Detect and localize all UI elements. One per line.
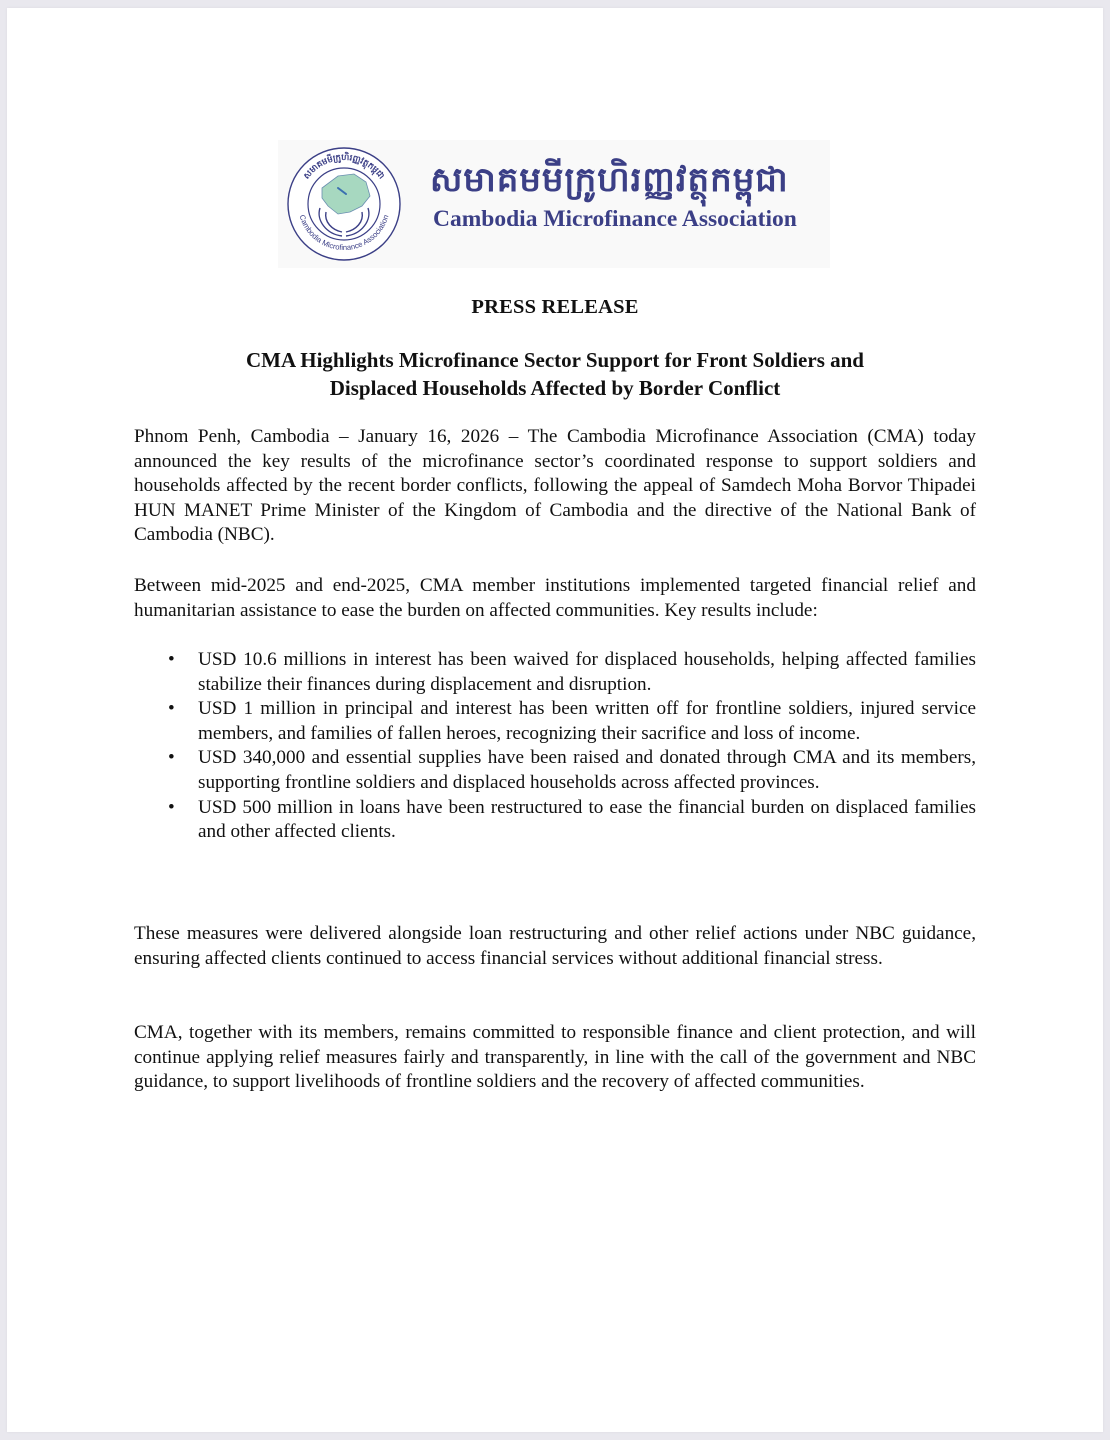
bullet-icon: • bbox=[168, 796, 175, 818]
headline bbox=[127, 346, 983, 402]
headline-line-2: Displaced Households Affected by Border Conflict bbox=[329, 376, 781, 400]
press-release-label: PRESS RELEASE bbox=[471, 296, 639, 318]
list-item-text: USD 340,000 and essential supplies have been raised and donated through CMA and its members, supporting frontline soldiers and displaced households across affected provinces. bbox=[198, 747, 976, 793]
document-page bbox=[7, 8, 1103, 1432]
list-item bbox=[134, 796, 976, 845]
commitment-paragraph: CMA, together with its members, remains committed to responsible finance and client protection, and will continue applying relief measures fairly and transparently, in line with the call of the government and NBC guidance, to support livelihoods of frontline soldiers and the recovery of affected communities. bbox=[134, 1022, 976, 1093]
letterhead bbox=[278, 140, 830, 268]
list-item-text: USD 500 million in loans have been restructured to ease the financial burden on displaced families and other affected clients. bbox=[198, 796, 976, 843]
intro-paragraph: Phnom Penh, Cambodia – January 16, 2026 – The Cambodia Microfinance Association (CMA) today announced the key results of the microfinance sector’s coordinated response to support soldiers and households affected by the recent border conflicts, following the appeal of Samdech Moha Borvor Thipadei HUN MANET Prime Minister of the Kingdom of Cambodia and the directive of the National Bank of Cambodia (NBC). bbox=[134, 426, 976, 546]
org-name-english: Cambodia Microfinance Association bbox=[433, 206, 797, 232]
bullet-icon: • bbox=[168, 649, 175, 670]
cma-seal-logo-icon bbox=[286, 146, 402, 262]
seal-text-bottom: Cambodia Microfinance Association bbox=[297, 213, 391, 253]
bullet-icon: • bbox=[168, 698, 175, 720]
context-paragraph: Between mid-2025 and end-2025, CMA member institutions implemented targeted financial relief and humanitarian assistance to ease the burden on affected communities. Key results include: bbox=[134, 575, 976, 621]
list-item bbox=[134, 648, 976, 697]
list-item-text: USD 10.6 millions in interest has been waived for displaced households, helping affected families stabilize their finances during displacement and disruption. bbox=[198, 649, 976, 695]
key-results-list bbox=[134, 648, 976, 845]
list-item bbox=[134, 697, 976, 746]
headline-line-1: CMA Highlights Microfinance Sector Support for Front Soldiers and bbox=[246, 348, 864, 372]
seal-text-top: សមាគមមីក្រូហិរញ្ញវត្ថុកម្ពុជា bbox=[301, 152, 387, 182]
org-name-khmer: សមាគមមីក្រូហិរញ្ញវត្ថុកម្ពុជា bbox=[430, 160, 789, 200]
measures-paragraph: These measures were delivered alongside loan restructuring and other relief actions under NBC guidance, ensuring affected clients continued to access financial services without additional financial stress. bbox=[134, 923, 976, 969]
list-item-text: USD 1 million in principal and interest has been written off for frontline soldiers, injured service members, and families of fallen heroes, recognizing their sacrifice and loss of income. bbox=[198, 698, 976, 744]
bullet-icon: • bbox=[168, 747, 175, 769]
list-item bbox=[134, 746, 976, 795]
